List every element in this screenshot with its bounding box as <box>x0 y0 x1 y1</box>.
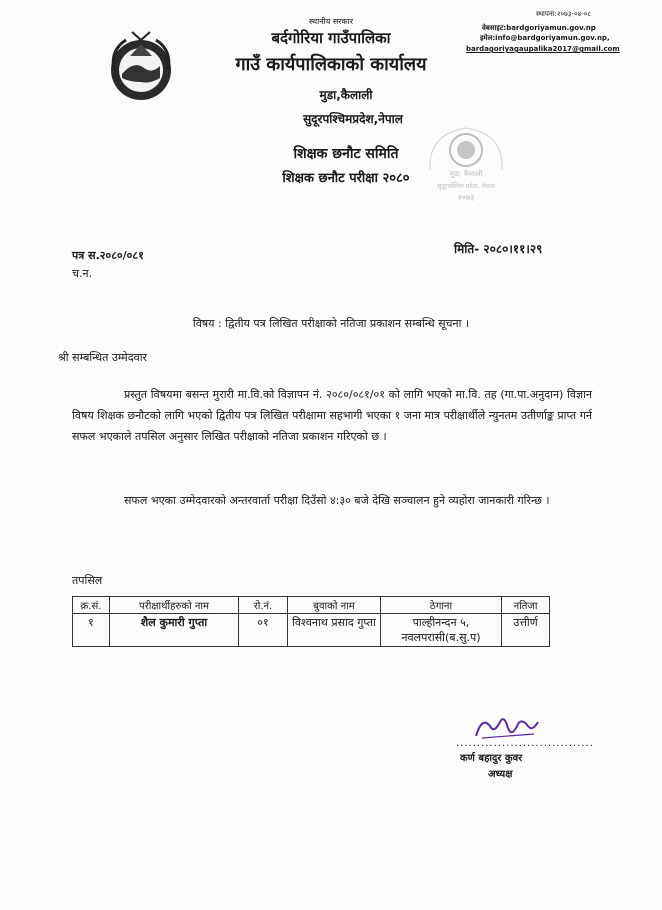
letter-date: मिति- २०८०।११।२९ <box>454 242 543 256</box>
header-small-label: स्थानीय सरकार <box>309 17 353 26</box>
municipality-name: बर्दगोरिया गाउँपालिका <box>271 29 391 47</box>
body-paragraph-2: सफल भएका उम्मेदवारको अन्तरवार्ता परीक्षा दिउँसो ४:३० बजे देखि सञ्चालन हुने व्यहोरा जानकारी गरिन्छ । <box>124 494 550 507</box>
col-roll-no: रो.नं. <box>239 597 288 614</box>
contact-established: स्थापना:२०७३-०४-०८ <box>536 10 592 18</box>
contact-email: इमेल:info@bardgoriyamun.gov.np, <box>480 34 610 42</box>
cell-father-name: विश्वनाथ प्रसाद गुप्ता <box>288 614 381 647</box>
col-result: नतिजा <box>502 597 550 614</box>
results-table <box>72 596 550 647</box>
svg-text:मुडा, कैलाली: मुडा, कैलाली <box>449 170 483 178</box>
committee-title: शिक्षक छनौट समिति <box>293 146 399 162</box>
col-father-name: बुवाको नाम <box>288 597 381 614</box>
svg-text:२०७३: २०७३ <box>457 193 475 202</box>
contact-email-2: bardagoriyagaupalika2017@gmail.com <box>466 45 620 53</box>
reference-number: पत्र स.२०८०/०८१ <box>72 249 144 262</box>
cell-roll-no: ०१ <box>239 614 288 647</box>
signature-line: ................................. <box>456 738 594 749</box>
cell-address: पाल्हीनन्दन ५, नवलपरासी(ब.सु.प) <box>381 614 502 647</box>
office-name: गाउँ कार्यपालिकाको कार्यालय <box>235 54 427 75</box>
district-line: मुडा,कैलाली <box>319 88 373 102</box>
table-header-row <box>73 597 550 614</box>
body-paragraph-1: प्रस्तुत विषयमा बसन्त मुरारी मा.वि.को विज्ञापन नं. २०८०/०८१/०१ को लागि भएको मा.वि. तह (गा.पा.अनुदान) विज्ञान विषय शिक्षक छनौटको लागि भएको द्वितीय पत्र लिखित परीक्षामा सहभागी भएका १ जना मात्र परीक्षार्थीले न्युनतम उतीर्णाङ्क प्राप्त गर्न सफल भएकाले तपसिल अनुसार लिखित परीक्षाको नतिजा प्रकाशन गरिएको छ । <box>72 388 592 443</box>
col-address: ठेगाना <box>381 597 502 614</box>
table-row <box>73 614 550 647</box>
subject-line: विषय : द्वितीय पत्र लिखित परीक्षाको नतिजा प्रकाशन सम्बन्धि सूचना । <box>192 317 470 330</box>
contact-website: वेबसाइट:bardgoriyamun.gov.np <box>482 24 596 32</box>
cell-result: उत्तीर्ण <box>502 614 550 647</box>
province-line: सुदूरपश्चिमप्रदेश,नेपाल <box>303 112 403 126</box>
dispatch-number: च.न. <box>72 267 93 280</box>
cell-serial: १ <box>73 614 110 647</box>
office-stamp <box>416 120 516 220</box>
cell-candidate-name: शैल कुमारी गुप्ता <box>110 614 239 647</box>
col-serial: क्र.सं. <box>73 597 110 614</box>
signatory-title: अध्यक्ष <box>488 769 513 780</box>
salutation: श्री सम्बन्धित उम्मेदवार <box>58 351 148 364</box>
col-candidate-name: परीक्षार्थीहरुको नाम <box>110 597 239 614</box>
exam-title: शिक्षक छनौट परीक्षा २०८० <box>282 171 410 186</box>
svg-text:सुदूरपश्चिम प्रदेश, नेपाल: सुदूरपश्चिम प्रदेश, नेपाल <box>437 182 495 190</box>
signatory-name: कर्ण बहादुर कुवर <box>460 753 523 764</box>
annex-heading: तपसिल <box>72 574 103 587</box>
